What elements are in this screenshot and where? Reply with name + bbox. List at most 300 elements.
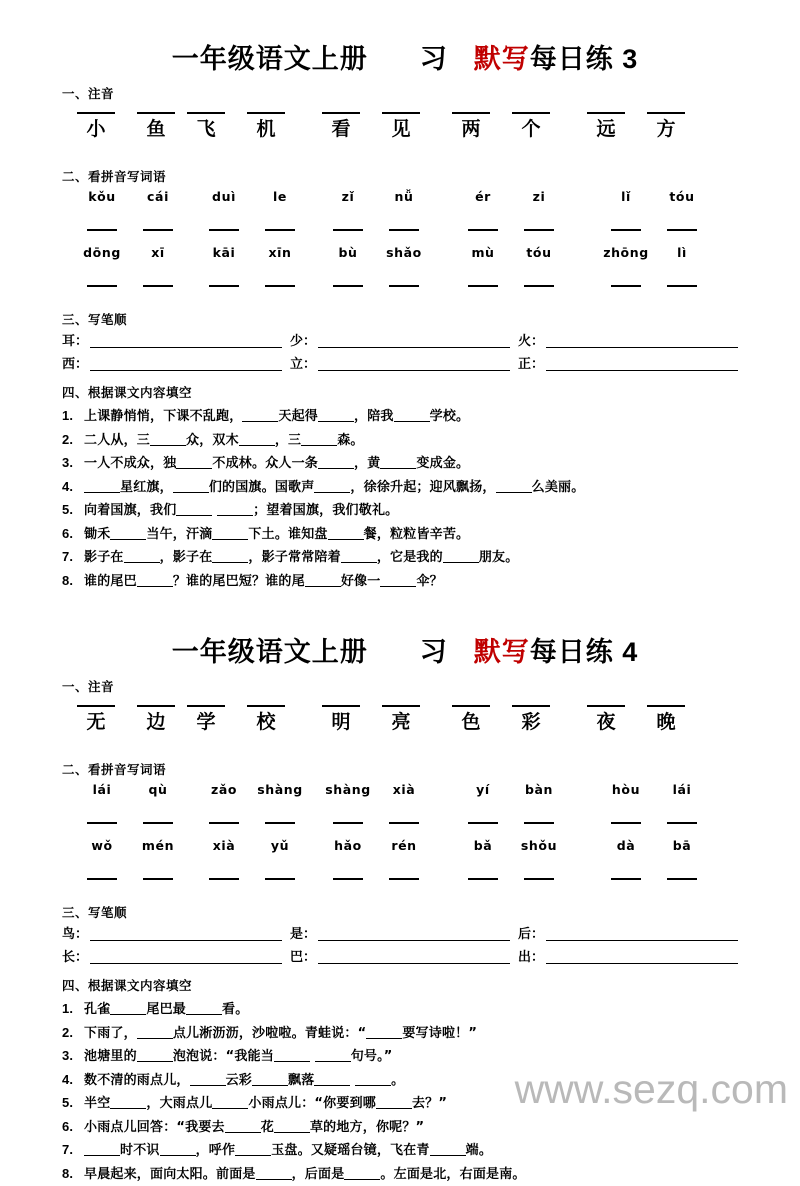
writing-answer-line[interactable]: [209, 229, 239, 231]
writing-answer-line[interactable]: [87, 822, 117, 824]
title-suffix: 每日练: [529, 637, 614, 669]
answer-blank[interactable]: [496, 492, 532, 493]
answer-blank[interactable]: [225, 1132, 261, 1133]
writing-line-cell: [196, 285, 252, 287]
pinyin-syllable: zǎo: [210, 782, 238, 798]
writing-answer-line[interactable]: [611, 878, 641, 880]
writing-answer-line[interactable]: [333, 822, 363, 824]
answer-blank[interactable]: [110, 1014, 146, 1015]
pinyin-syllable: shàng: [325, 782, 371, 798]
writing-answer-line[interactable]: [468, 822, 498, 824]
pinyin-syllable: shǎo: [386, 245, 422, 261]
writing-line-group: [598, 229, 710, 231]
answer-blank[interactable]: [84, 1155, 120, 1156]
answer-blank[interactable]: [443, 562, 479, 563]
writing-line-cell: [511, 229, 567, 231]
zhuyin-answer-line[interactable]: [382, 112, 420, 114]
question-text: 学校。: [429, 409, 470, 425]
zhuyin-cell: [645, 705, 687, 733]
question-number: 1.: [62, 408, 74, 424]
writing-line-cell: [74, 285, 130, 287]
writing-line-group: [196, 285, 308, 287]
writing-answer-line[interactable]: [143, 878, 173, 880]
writing-answer-line[interactable]: [143, 229, 173, 231]
zhuyin-answer-line[interactable]: [322, 705, 360, 707]
zhuyin-cell: [320, 112, 362, 140]
zhuyin-char: 方: [656, 118, 676, 141]
writing-answer-line[interactable]: [333, 229, 363, 231]
answer-blank[interactable]: [212, 539, 248, 540]
writing-line-group: [196, 878, 308, 880]
writing-line-cell: [130, 878, 186, 880]
answer-blank[interactable]: [366, 1038, 402, 1039]
question-number: 7.: [62, 549, 74, 565]
zhuyin-cell: [185, 112, 227, 140]
pinyin-syllable: bǎ: [473, 838, 493, 854]
site-watermark: www.sezq.com: [514, 1066, 788, 1112]
zhuyin-answer-line[interactable]: [452, 112, 490, 114]
pinyin-syllable: ér: [475, 189, 491, 205]
question-list: [62, 405, 800, 593]
question-text: 孔雀: [84, 1002, 111, 1018]
writing-line-group: [455, 285, 567, 287]
answer-blank[interactable]: [137, 1061, 173, 1062]
stroke-answer-line[interactable]: [546, 356, 738, 371]
answer-blank[interactable]: [394, 421, 430, 422]
stroke-answer-line[interactable]: [546, 926, 738, 941]
zhuyin-answer-line[interactable]: [382, 705, 420, 707]
stroke-order-item: [62, 333, 290, 351]
writing-line-cell: [455, 229, 511, 231]
stroke-char-label: 正：: [518, 357, 545, 373]
question-number: 7.: [62, 1142, 74, 1158]
zhuyin-char: 明: [331, 711, 351, 734]
writing-line-group: [455, 822, 567, 824]
pinyin-syllable: xià: [392, 782, 416, 798]
writing-answer-line[interactable]: [611, 229, 641, 231]
section-heading-zhuyin: 一、注音: [62, 679, 115, 695]
stroke-answer-line[interactable]: [546, 333, 738, 348]
question-text: 早晨起来，面向太阳。前面是: [84, 1166, 256, 1182]
question-text: 当午，汗滴: [146, 526, 213, 542]
writing-line-group: [320, 229, 432, 231]
zhuyin-cell: [510, 112, 552, 140]
question-text: ；望着国旗，我们敬礼。: [253, 503, 399, 519]
zhuyin-char: 两: [461, 118, 481, 141]
answer-blank[interactable]: [318, 421, 354, 422]
writing-answer-line[interactable]: [209, 878, 239, 880]
stroke-order-item: [62, 926, 290, 944]
stroke-order-item: [290, 356, 518, 374]
writing-line-group: [455, 229, 567, 231]
zhuyin-cell: [135, 705, 177, 733]
answer-blank[interactable]: [341, 562, 377, 563]
writing-line-cell: [654, 229, 710, 231]
writing-line-group: [320, 822, 432, 824]
pinyin-syllable: zǐ: [341, 189, 355, 205]
answer-blank[interactable]: [256, 1179, 292, 1180]
pinyin-syllable: tóu: [526, 245, 552, 261]
stroke-answer-line[interactable]: [90, 333, 282, 348]
answer-blank[interactable]: [217, 515, 253, 516]
zhuyin-answer-line[interactable]: [512, 112, 550, 114]
question-text: ，它是我的: [376, 550, 443, 566]
stroke-char-label: 立：: [290, 357, 317, 373]
question-text: 泡泡说：“我能当: [172, 1049, 274, 1065]
answer-blank[interactable]: [344, 1179, 380, 1180]
stroke-answer-line[interactable]: [318, 356, 510, 371]
writing-line-cell: [511, 878, 567, 880]
writing-line-cell: [376, 229, 432, 231]
zhuyin-cell: [245, 705, 287, 733]
zhuyin-char: 见: [391, 118, 411, 141]
zhuyin-answer-line[interactable]: [247, 705, 285, 707]
question-item: [62, 476, 800, 500]
writing-answer-line[interactable]: [389, 229, 419, 231]
pinyin-row: [0, 189, 800, 219]
stroke-char-label: 西：: [62, 357, 89, 373]
pinyin-group: [196, 782, 308, 797]
writing-answer-line[interactable]: [265, 822, 295, 824]
question-item: [62, 405, 800, 429]
zhuyin-char: 无: [86, 711, 106, 734]
writing-answer-line[interactable]: [524, 878, 554, 880]
writing-line-cell: [252, 822, 308, 824]
zhuyin-cell: [510, 705, 552, 733]
zhuyin-group: [320, 112, 422, 140]
writing-line-cell: [598, 285, 654, 287]
zhuyin-cell: [135, 112, 177, 140]
stroke-order-item: [518, 926, 746, 944]
pinyin-syllable: zhōng: [603, 245, 649, 261]
writing-answer-line[interactable]: [667, 229, 697, 231]
writing-answer-line[interactable]: [389, 285, 419, 287]
answer-blank[interactable]: [301, 445, 337, 446]
answer-blank[interactable]: [137, 586, 173, 587]
writing-answer-line[interactable]: [333, 878, 363, 880]
answer-blank[interactable]: [84, 492, 120, 493]
pinyin-syllable: bā: [672, 838, 692, 854]
zhuyin-cell: [75, 705, 117, 733]
writing-answer-line[interactable]: [468, 229, 498, 231]
writing-line-cell: [320, 822, 376, 824]
question-item: [62, 452, 800, 476]
answer-blank[interactable]: [380, 468, 416, 469]
pinyin-syllable: xià: [212, 838, 236, 854]
zhuyin-answer-line[interactable]: [247, 112, 285, 114]
question-number: 3.: [62, 455, 74, 471]
answer-blank[interactable]: [173, 492, 209, 493]
question-text: 下土。谁知盘: [248, 526, 328, 542]
pinyin-syllable: yǔ: [270, 838, 290, 854]
pinyin-group: [598, 782, 710, 797]
stroke-answer-line[interactable]: [318, 926, 510, 941]
zhuyin-answer-line[interactable]: [137, 112, 175, 114]
zhuyin-cell: [245, 112, 287, 140]
answer-blank[interactable]: [274, 1132, 310, 1133]
pinyin-group: [598, 838, 710, 853]
stroke-answer-line[interactable]: [318, 949, 510, 964]
pinyin-group: [74, 189, 186, 204]
answer-blank[interactable]: [239, 445, 275, 446]
pinyin-syllable: zi: [532, 189, 546, 205]
zhuyin-answer-line[interactable]: [137, 705, 175, 707]
writing-answer-line[interactable]: [667, 822, 697, 824]
zhuyin-answer-line[interactable]: [647, 705, 685, 707]
writing-answer-line[interactable]: [209, 822, 239, 824]
stroke-order-row: [62, 926, 752, 944]
zhuyin-answer-line[interactable]: [77, 705, 115, 707]
pinyin-syllable: tóu: [669, 189, 695, 205]
answer-blank[interactable]: [110, 539, 146, 540]
answer-blank[interactable]: [274, 1061, 310, 1062]
stroke-answer-line[interactable]: [90, 926, 282, 941]
zhuyin-answer-line[interactable]: [647, 112, 685, 114]
writing-answer-line[interactable]: [611, 285, 641, 287]
writing-line-group: [598, 285, 710, 287]
writing-line-row: [0, 275, 800, 301]
title-highlight: 默写: [473, 637, 530, 669]
answer-blank[interactable]: [150, 445, 186, 446]
title-highlight: 默写: [473, 44, 530, 75]
zhuyin-group: [450, 705, 552, 733]
writing-answer-line[interactable]: [667, 878, 697, 880]
pinyin-group: [196, 838, 308, 853]
question-text: ，影子常常陪着: [248, 550, 341, 566]
question-item: [62, 523, 800, 547]
zhuyin-group: [185, 705, 287, 733]
zhuyin-cell: [380, 705, 422, 733]
question-text: 锄禾: [84, 526, 111, 542]
question-text: 森。: [337, 432, 364, 448]
question-text: 花: [260, 1119, 274, 1135]
writing-line-cell: [511, 822, 567, 824]
pinyin-group: [74, 838, 186, 853]
writing-line-cell: [130, 285, 186, 287]
stroke-char-label: 火：: [518, 334, 545, 350]
answer-blank[interactable]: [314, 492, 350, 493]
zhuyin-answer-line[interactable]: [77, 112, 115, 114]
stroke-order-item: [62, 949, 290, 967]
writing-answer-line[interactable]: [611, 822, 641, 824]
writing-answer-line[interactable]: [265, 878, 295, 880]
answer-blank[interactable]: [315, 1061, 351, 1062]
question-text: 伞？: [416, 573, 443, 589]
writing-answer-line[interactable]: [667, 285, 697, 287]
answer-blank[interactable]: [110, 1108, 146, 1109]
answer-blank[interactable]: [186, 1014, 222, 1015]
question-number: 6.: [62, 525, 74, 541]
question-number: 5.: [62, 502, 74, 518]
stroke-answer-line[interactable]: [90, 949, 282, 964]
question-text: 。左面是北，右面是南。: [380, 1166, 526, 1182]
question-text: 云彩: [225, 1072, 253, 1088]
stroke-answer-line[interactable]: [90, 356, 282, 371]
pinyin-group: [598, 189, 710, 204]
pinyin-group: [320, 245, 432, 260]
zhuyin-group: [585, 705, 687, 733]
writing-answer-line[interactable]: [143, 285, 173, 287]
question-text: 上课静悄悄，下课不乱跑，: [84, 409, 243, 425]
answer-blank[interactable]: [176, 468, 212, 469]
question-text: ，呼作: [195, 1143, 236, 1159]
answer-blank[interactable]: [176, 515, 212, 516]
writing-answer-line[interactable]: [265, 229, 295, 231]
writing-answer-line[interactable]: [468, 285, 498, 287]
writing-answer-line[interactable]: [87, 229, 117, 231]
question-text: 池塘里的: [84, 1049, 137, 1065]
pinyin-group: [320, 838, 432, 853]
question-text: 谁的尾巴: [84, 573, 137, 589]
question-text: ？谁的尾巴短？谁的尾: [172, 573, 305, 589]
answer-blank[interactable]: [160, 1155, 196, 1156]
answer-blank[interactable]: [318, 468, 354, 469]
writing-line-group: [74, 878, 186, 880]
writing-line-cell: [455, 822, 511, 824]
stroke-char-label: 巴：: [290, 950, 317, 966]
pinyin-row: [0, 245, 800, 275]
pinyin-syllable: duì: [212, 189, 236, 205]
question-text: 去？”: [411, 1096, 448, 1112]
question-number: 1.: [62, 1001, 74, 1017]
pinyin-group: [74, 245, 186, 260]
question-item: [62, 998, 800, 1022]
writing-line-group: [320, 285, 432, 287]
question-item: [62, 570, 800, 594]
question-text: ，后面是: [291, 1166, 345, 1182]
zhuyin-cell: [585, 112, 627, 140]
question-text: 们的国旗。国歌声: [208, 479, 315, 495]
writing-line-cell: [252, 229, 308, 231]
writing-answer-line[interactable]: [389, 878, 419, 880]
zhuyin-answer-line[interactable]: [452, 705, 490, 707]
answer-blank[interactable]: [355, 1085, 391, 1086]
writing-answer-line[interactable]: [87, 285, 117, 287]
answer-blank[interactable]: [190, 1085, 226, 1086]
pinyin-group: [455, 782, 567, 797]
pinyin-row: [0, 838, 800, 868]
writing-answer-line[interactable]: [524, 229, 554, 231]
stroke-order-item: [518, 333, 746, 351]
zhuyin-answer-line[interactable]: [187, 705, 225, 707]
question-text: 一人不成众，独: [84, 456, 177, 472]
pinyin-syllable: xī: [151, 245, 165, 261]
pinyin-syllable: nǚ: [394, 189, 414, 205]
question-text: 要写诗啦！”: [402, 1025, 478, 1041]
answer-blank[interactable]: [376, 1108, 412, 1109]
zhuyin-cell: [185, 705, 227, 733]
question-text: 半空: [84, 1096, 111, 1112]
stroke-char-label: 鸟：: [62, 927, 89, 943]
zhuyin-answer-line[interactable]: [187, 112, 225, 114]
question-item: [62, 546, 800, 570]
answer-blank[interactable]: [235, 1155, 271, 1156]
writing-line-cell: [74, 878, 130, 880]
title-xi: 习: [419, 44, 448, 75]
writing-answer-line[interactable]: [209, 285, 239, 287]
writing-answer-line[interactable]: [524, 822, 554, 824]
pinyin-group: [74, 782, 186, 797]
answer-blank[interactable]: [137, 1038, 173, 1039]
writing-answer-line[interactable]: [389, 822, 419, 824]
writing-line-cell: [654, 878, 710, 880]
zhuyin-cell: [645, 112, 687, 140]
pinyin-syllable: le: [273, 189, 287, 205]
zhuyin-char: 远: [596, 118, 616, 141]
answer-blank[interactable]: [212, 562, 248, 563]
writing-answer-line[interactable]: [524, 285, 554, 287]
zhuyin-row: [0, 705, 800, 751]
writing-answer-line[interactable]: [265, 285, 295, 287]
zhuyin-char: 小: [86, 118, 106, 141]
answer-blank[interactable]: [212, 1108, 248, 1109]
question-number: 2.: [62, 431, 74, 447]
writing-answer-line[interactable]: [143, 822, 173, 824]
writing-line-cell: [252, 878, 308, 880]
stroke-order-item: [290, 333, 518, 351]
writing-line-cell: [74, 822, 130, 824]
stroke-answer-line[interactable]: [318, 333, 510, 348]
stroke-char-label: 耳：: [62, 334, 89, 350]
question-number: 8.: [62, 1165, 74, 1181]
answer-blank[interactable]: [328, 539, 364, 540]
question-text: 玉盘。又疑瑶台镜，飞在青: [271, 1143, 430, 1159]
zhuyin-answer-line[interactable]: [512, 705, 550, 707]
zhuyin-char: 机: [256, 118, 276, 141]
zhuyin-answer-line[interactable]: [587, 112, 625, 114]
writing-answer-line[interactable]: [87, 878, 117, 880]
question-text: ，大雨点儿: [146, 1096, 213, 1112]
answer-blank[interactable]: [252, 1085, 288, 1086]
answer-blank[interactable]: [124, 562, 160, 563]
zhuyin-answer-line[interactable]: [322, 112, 360, 114]
question-text: 。: [391, 1072, 405, 1088]
zhuyin-cell: [450, 705, 492, 733]
question-number: 2.: [62, 1024, 74, 1040]
zhuyin-cell: [75, 112, 117, 140]
writing-line-cell: [74, 229, 130, 231]
title-main: 一年级语文上册: [171, 637, 368, 669]
zhuyin-char: 看: [331, 118, 351, 141]
zhuyin-char: 边: [146, 711, 166, 734]
answer-blank[interactable]: [305, 586, 341, 587]
answer-blank[interactable]: [242, 421, 278, 422]
zhuyin-group: [185, 112, 287, 140]
pinyin-group: [455, 189, 567, 204]
writing-line-cell: [196, 822, 252, 824]
zhuyin-group: [75, 112, 177, 140]
writing-line-group: [74, 822, 186, 824]
question-text: 草的地方，你呢？”: [309, 1119, 425, 1135]
question-text: ，影子在: [159, 550, 213, 566]
writing-line-cell: [376, 878, 432, 880]
question-number: 6.: [62, 1118, 74, 1134]
answer-blank[interactable]: [430, 1155, 466, 1156]
zhuyin-char: 彩: [521, 711, 541, 734]
stroke-answer-line[interactable]: [546, 949, 738, 964]
pinyin-syllable: lì: [677, 245, 687, 261]
stroke-order-row: [62, 333, 752, 351]
section-heading-strokes: 三、写笔顺: [62, 905, 128, 921]
answer-blank[interactable]: [380, 586, 416, 587]
title-xi: 习: [419, 637, 448, 669]
writing-answer-line[interactable]: [468, 878, 498, 880]
writing-answer-line[interactable]: [333, 285, 363, 287]
zhuyin-answer-line[interactable]: [587, 705, 625, 707]
pinyin-syllable: hòu: [611, 782, 641, 798]
pinyin-syllable: qù: [148, 782, 168, 798]
answer-blank[interactable]: [314, 1085, 350, 1086]
